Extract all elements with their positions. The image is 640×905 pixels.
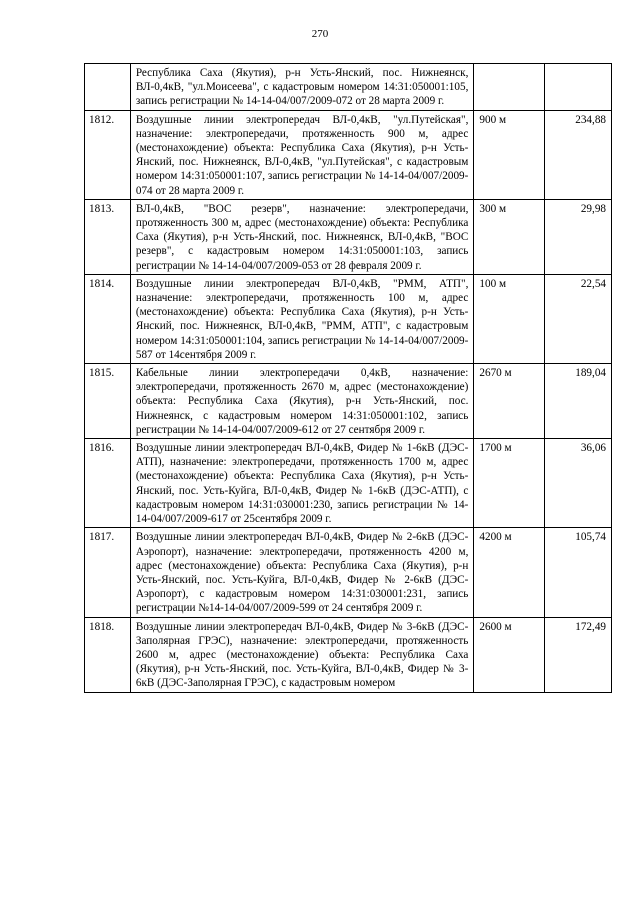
table-row (85, 64, 612, 111)
row-number: 1812. (85, 110, 131, 199)
row-description: Республика Саха (Якутия), р-н Усть-Янский, пос. Нижнеянск, ВЛ-0,4кВ, "ул.Моисеева", с кадастровым номером 14:31:050001:105, запись регистрации № 14-14-04/007/2009-072 от 28 марта 2009 г. (130, 64, 474, 111)
row-description: Воздушные линии электропередач ВЛ-0,4кВ, "РММ, АТП", назначение: электропередачи, протяженность 100 м, адрес (местонахождение) объекта: Республика Саха (Якутия), р-н Усть-Янский, пос. Нижнеянск, ВЛ-0,4кВ, "РММ, АТП", с кадастровым номером 14:31:050001:104, запись регистрации № 14-14-04/007/2009-587 от 14сентября 2009 г. (130, 274, 474, 363)
row-description: Воздушные линии электропередач ВЛ-0,4кВ, "ул.Путейская", назначение: электропередачи, протяженность 900 м, адрес (местонахождение) объекта: Республика Саха (Якутия), р-н Усть-Янский, пос. Нижнеянск, ВЛ-0,4кВ, "ул.Путейская", с кадастровым номером 14:31:050001:107, запись регистрации № 14-14-04/007/2009-074 от 28 марта 2009 г. (130, 110, 474, 199)
row-value: 105,74 (544, 528, 611, 617)
row-number (85, 64, 131, 111)
row-description: Воздушные линии электропередач ВЛ-0,4кВ, Фидер № 3-6кВ (ДЭС-Заполярная ГРЭС), назначение: электропередачи, протяженность 2600 м, адрес (местонахождение) объекта: Республика Саха (Якутия), р-н Усть-Янский, пос. Усть-Куйга, ВЛ-0,4кВ, Фидер № 3-6кВ (ДЭС-Заполярная ГРЭС), с кадастровым номером (130, 617, 474, 692)
row-value: 29,98 (544, 199, 611, 274)
table-row (85, 110, 612, 199)
row-number: 1816. (85, 439, 131, 528)
table-row (85, 364, 612, 439)
row-description: Кабельные линии электропередачи 0,4кВ, назначение: электропередачи, протяженность 2670 м, адрес (местонахождение) объекта: Республика Саха (Якутия), р-н Усть-Янский, пос. Нижнеянск, с кадастровым номером 14:31:050001:102, запись регистрации № 14-14-04/007/2009-612 от 27 сентября 2009 г. (130, 364, 474, 439)
row-number: 1818. (85, 617, 131, 692)
row-length (474, 64, 544, 111)
table-row (85, 199, 612, 274)
row-number: 1817. (85, 528, 131, 617)
table-row (85, 439, 612, 528)
row-length: 2670 м (474, 364, 544, 439)
row-number: 1814. (85, 274, 131, 363)
table-row (85, 528, 612, 617)
row-value (544, 64, 611, 111)
row-length: 300 м (474, 199, 544, 274)
table-row (85, 617, 612, 692)
row-description: ВЛ-0,4кВ, "ВОС резерв", назначение: электропередачи, протяженность 300 м, адрес (местонахождение) объекта: Республика Саха (Якутия), р-н Усть-Янский, пос. Нижнеянск, ВЛ-0,4кВ, "ВОС резерв", с кадастровым номером 14:31:050001:103, запись регистрации № 14-14-04/007/2009-053 от 28 февраля 2009 г. (130, 199, 474, 274)
row-number: 1813. (85, 199, 131, 274)
row-length: 2600 м (474, 617, 544, 692)
row-length: 4200 м (474, 528, 544, 617)
row-value: 172,49 (544, 617, 611, 692)
property-registry-table (84, 63, 612, 693)
row-length: 1700 м (474, 439, 544, 528)
row-length: 900 м (474, 110, 544, 199)
page-number: 270 (311, 28, 329, 40)
row-value: 36,06 (544, 439, 611, 528)
row-value: 22,54 (544, 274, 611, 363)
row-description: Воздушные линии электропередач ВЛ-0,4кВ, Фидер № 2-6кВ (ДЭС-Аэропорт), назначение: электропередачи, протяженность 4200 м, адрес (местонахождение) объекта: Республика Саха (Якутия), р-н Усть-Янский, пос. Усть-Куйга, ВЛ-0,4кВ, Фидер № 2-6кВ (ДЭС-Аэропорт), с кадастровым номером 14:31:030001:231, запись регистрации №14-14-04/007/2009-599 от 24 сентября 2009 г. (130, 528, 474, 617)
row-number: 1815. (85, 364, 131, 439)
row-description: Воздушные линии электропередач ВЛ-0,4кВ, Фидер № 1-6кВ (ДЭС-АТП), назначение: электропередачи, протяженность 1700 м, адрес (местонахождение) объекта: Республика Саха (Якутия), р-н Усть-Янский, пос. Усть-Куйга, ВЛ-0,4кВ, Фидер № 1-6кВ (ДЭС-АТП), с кадастровым номером 14:31:030001:230, запись регистрации № 14-14-04/007/2009-617 от 25сентября 2009 г. (130, 439, 474, 528)
table-row (85, 274, 612, 363)
row-value: 234,88 (544, 110, 611, 199)
row-value: 189,04 (544, 364, 611, 439)
row-length: 100 м (474, 274, 544, 363)
